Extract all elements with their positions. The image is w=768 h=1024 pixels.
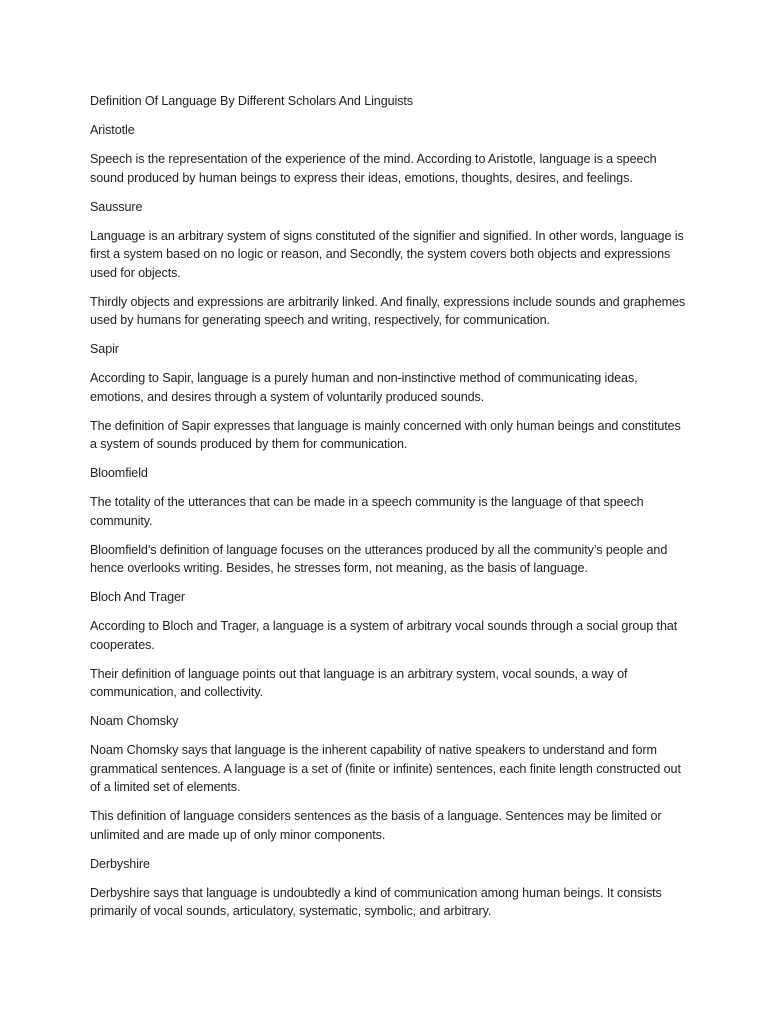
paragraph-bloch-and-trager-2: Their definition of language points out that language is an arbitrary system, vocal sounds, a way of communication, and collectivity. [90,666,628,699]
paragraph-noam-chomsky-2: This definition of language considers sentences as the basis of a language. Sentences may be limited or unlimited and are made up of only minor components. [90,809,662,842]
section-heading-bloomfield: Bloomfield [90,466,148,480]
paragraph-bloomfield-2: Bloomfield’s definition of language focuses on the utterances produced by all the community’s people and hence overlooks writing. Besides, he stresses form, not meaning, as the basis of language. [90,542,668,575]
paragraph-saussure-2: Thirdly objects and expressions are arbitrarily linked. And finally, expressions include sounds and graphemes used by humans for generating speech and writing, respectively, for communication. [90,294,686,327]
section-heading-derbyshire: Derbyshire [90,856,150,871]
section-heading-bloch-and-trager: Bloch And Trager [90,590,186,604]
section-heading-aristotle: Aristotle [90,123,135,137]
section-heading-sapir: Sapir [90,342,119,356]
paragraph-aristotle-1: Speech is the representation of the experience of the mind. According to Aristotle, language is a speech sound produced by human beings to express their ideas, emotions, thoughts, desires, and feelings. [90,152,657,185]
document-body [90,92,690,931]
paragraph-noam-chomsky-1: Noam Chomsky says that language is the inherent capability of native speakers to understand and form grammatical sentences. A language is a set of (finite or infinite) sentences, each finite length constructed out of a limited set of elements. [90,743,681,794]
paragraph-saussure-1: Language is an arbitrary system of signs constituted of the signifier and signified. In other words, language is first a system based on no logic or reason, and Secondly, the system covers both objects and expressions used for objects. [90,228,684,280]
document-title: Definition Of Language By Different Scholars And Linguists [90,94,414,108]
section-heading-noam-chomsky: Noam Chomsky [90,714,179,728]
paragraph-sapir-2: The definition of Sapir expresses that language is mainly concerned with only human beings and constitutes a system of sounds produced by them for communication. [90,418,681,451]
paragraph-bloch-and-trager-1: According to Bloch and Trager, a language is a system of arbitrary vocal sounds through a social group that cooperates. [90,619,678,652]
paragraph-derbyshire-1: Derbyshire says that language is undoubtedly a kind of communication among human beings. It consists primarily of vocal sounds, articulatory, systematic, symbolic, and arbitrary. [90,885,662,918]
paragraph-sapir-1: According to Sapir, language is a purely human and non-instinctive method of communicating ideas, emotions, and desires through a system of voluntarily produced sounds. [90,371,638,404]
paragraph-bloomfield-1: The totality of the utterances that can be made in a speech community is the language of that speech community. [90,495,644,528]
section-heading-saussure: Saussure [90,199,143,214]
